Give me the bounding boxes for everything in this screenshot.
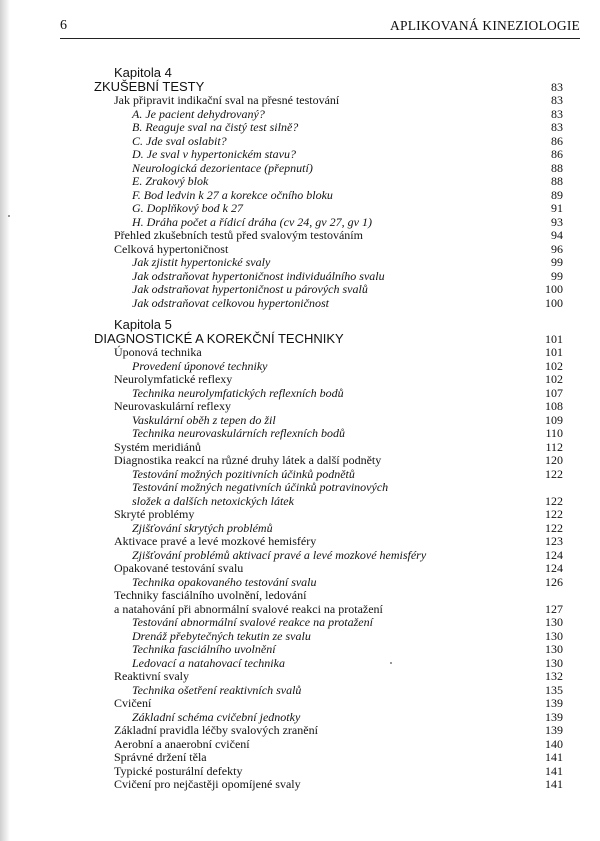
toc-list: [114, 346, 563, 792]
page-number: 6: [60, 18, 67, 33]
toc-entry-page: 139: [545, 709, 563, 724]
toc-entry-title: Neurologická dezorientace (přepnutí): [132, 160, 313, 175]
toc-entry[interactable]: [114, 387, 563, 401]
chapter-title[interactable]: [94, 332, 563, 346]
toc-entry-page: 96: [551, 241, 563, 256]
chapter-title-text: DIAGNOSTICKÉ A KOREKČNÍ TECHNIKY: [94, 331, 344, 346]
toc-entry[interactable]: [114, 535, 563, 549]
toc-entry-title: Technika ošetření reaktivních svalů: [132, 682, 302, 697]
toc-entry-page: 101: [545, 345, 563, 359]
toc-entry-title: D. Je sval v hypertonickém stavu?: [132, 147, 296, 161]
toc-entry-title: Základní schéma cvičební jednotky: [132, 709, 301, 724]
toc-entry-title: A. Je pacient dehydrovaný?: [132, 106, 265, 121]
toc-entry-title: Technika neurovaskulárních reflexních bodů: [132, 426, 345, 440]
toc-entry[interactable]: [114, 508, 563, 522]
toc-entry-title: Aktivace pravé a levé mozkové hemisféry: [114, 534, 317, 548]
toc-entry-title: E. Zrakový blok: [132, 174, 209, 188]
toc-entry-page: 102: [545, 358, 563, 373]
page-edge-shadow: [0, 0, 10, 841]
toc-entry-title: Testování možných pozitivních účinků podnětů: [132, 466, 355, 481]
toc-entry-page: 141: [545, 777, 563, 791]
toc-entry-page: 139: [545, 723, 563, 737]
toc-entry[interactable]: [114, 751, 563, 765]
toc-entry[interactable]: [114, 427, 563, 441]
toc-entry-title: G. Doplňkový bod k 27: [132, 201, 243, 215]
toc-entry-title: Diagnostika reakcí na různé druhy látek a další podněty: [114, 453, 382, 467]
toc-entry-page: 99: [551, 255, 563, 269]
toc-entry-page: 110: [545, 426, 563, 440]
toc-entry-title: Zjišťování problémů aktivací pravé a levé mozkové hemisféry: [132, 547, 427, 562]
toc-entry-page: 130: [545, 615, 563, 629]
toc-entry[interactable]: [114, 346, 563, 360]
toc-entry-title: Úponová technika: [114, 345, 202, 359]
toc-entry[interactable]: [114, 549, 563, 563]
toc-entry-title: Skryté problémy: [114, 507, 195, 521]
toc-entry[interactable]: [114, 148, 563, 162]
toc-entry-title: Ledovací a natahovací technika: [132, 655, 285, 670]
toc-entry-page: 130: [545, 655, 563, 670]
toc-entry[interactable]: [114, 576, 563, 590]
chapter-4-section: [94, 65, 563, 310]
toc-entry-title: Technika neurolymfatických reflexních bodů: [132, 385, 344, 400]
toc-entry[interactable]: [114, 630, 563, 644]
toc-entry-page: 123: [545, 534, 563, 548]
toc-entry-title: Celková hypertoničnost: [114, 241, 229, 256]
scan-speck: [390, 662, 392, 664]
toc-entry-page: 122: [545, 507, 563, 521]
toc-entry-title: Jak odstraňovat hypertoničnost individuálního svalu: [132, 268, 385, 283]
toc-entry-page: 100: [545, 282, 563, 296]
toc-entry-page: 141: [545, 750, 563, 764]
toc-entry-page: 124: [545, 561, 563, 575]
toc-entry-title: Aerobní a anaerobní cvičení: [114, 736, 250, 751]
toc-entry-page: 100: [545, 295, 563, 310]
toc-entry-page: 140: [545, 736, 563, 751]
toc-entry-page: 112: [545, 439, 563, 454]
toc-entry-title: Vaskulární oběh z tepen do žil: [132, 412, 276, 427]
toc-entry-page: 127: [545, 601, 563, 616]
toc-entry[interactable]: [114, 360, 563, 374]
toc-entry-page: 141: [545, 763, 563, 778]
toc-entry-page: 109: [545, 412, 563, 427]
toc-entry-title: F. Bod ledvin k 27 a korekce očního bloku: [132, 187, 333, 202]
toc-entry-title: B. Reaguje sval na čistý test silně?: [132, 120, 299, 134]
toc-entry[interactable]: [114, 657, 563, 671]
toc-entry[interactable]: [114, 684, 563, 698]
toc-entry[interactable]: [114, 175, 563, 189]
toc-entry[interactable]: [114, 454, 563, 468]
toc-entry-page: 88: [551, 160, 563, 175]
toc-entry[interactable]: [114, 670, 563, 684]
toc-entry-title: Techniky fasciálního uvolnění, ledování a natahování při abnormální svalové reakci na protažení: [114, 588, 383, 616]
toc-entry-title: Provedení úponové techniky: [132, 358, 268, 373]
toc-entry[interactable]: [114, 616, 563, 630]
chapter-title-page: 83: [551, 80, 563, 94]
toc-entry-title: H. Dráha počet a řídicí dráha (cv 24, gv 27, gv 1): [132, 214, 372, 229]
toc-entry[interactable]: [114, 162, 563, 176]
toc-entry-page: 107: [545, 385, 563, 400]
toc-entry-page: 132: [545, 669, 563, 683]
toc-entry-title: Cvičení pro nejčastěji opomíjené svaly: [114, 777, 301, 791]
toc-entry[interactable]: [114, 468, 563, 482]
toc-entry[interactable]: [114, 373, 563, 387]
toc-entry-page: 122: [545, 466, 563, 481]
chapter-label: Kapitola 4: [114, 65, 172, 80]
toc-entry-title: Typické posturální defekty: [114, 763, 243, 778]
toc-entry-title: Zjišťování skrytých problémů: [132, 520, 273, 535]
toc-entry-title: Správné držení těla: [114, 750, 207, 764]
chapter-title-text: ZKUŠEBNÍ TESTY: [94, 79, 205, 94]
toc-entry-title: Jak odstraňovat celkovou hypertoničnost: [132, 295, 329, 310]
toc-entry[interactable]: [114, 724, 563, 738]
toc-entry-title: Technika opakovaného testování svalu: [132, 574, 317, 589]
toc-entry-page: 83: [551, 93, 563, 107]
toc-entry[interactable]: [114, 283, 563, 297]
toc-entry[interactable]: [114, 778, 563, 792]
toc-entry[interactable]: [114, 441, 563, 455]
toc-list: [114, 94, 563, 310]
toc-entry[interactable]: [114, 121, 563, 135]
toc-entry-page: 120: [545, 453, 563, 467]
toc-entry[interactable]: [114, 270, 563, 284]
toc-entry-page: 86: [551, 133, 563, 148]
toc-entry-page: 99: [551, 268, 563, 283]
toc-entry-title: Neurolymfatické reflexy: [114, 372, 233, 386]
toc-entry[interactable]: [114, 589, 563, 616]
toc-entry-title: Základní pravidla léčby svalových zranění: [114, 723, 318, 737]
toc-entry-page: 122: [545, 520, 563, 535]
chapter-5-section: [94, 317, 563, 792]
toc-entry[interactable]: [114, 481, 563, 508]
toc-entry[interactable]: [114, 738, 563, 752]
toc-entry-title: Systém meridiánů: [114, 439, 201, 454]
toc-entry-title: Jak odstraňovat hypertoničnost u párových svalů: [132, 282, 368, 296]
toc-entry-title: Přehled zkušebních testů před svalovým testováním: [114, 228, 363, 242]
toc-entry[interactable]: [114, 562, 563, 576]
toc-entry-page: 108: [545, 399, 563, 413]
chapter-title-page: 101: [545, 332, 563, 346]
toc-entry-page: 139: [545, 696, 563, 710]
toc-entry-page: 93: [551, 214, 563, 229]
toc-entry-title: C. Jde sval oslabit?: [132, 133, 227, 148]
toc-entry-title: Neurovaskulární reflexy: [114, 399, 231, 413]
toc-entry[interactable]: [114, 297, 563, 311]
page-header: [60, 18, 580, 36]
toc-entry[interactable]: [114, 108, 563, 122]
toc-entry[interactable]: [114, 414, 563, 428]
toc-entry[interactable]: [114, 189, 563, 203]
toc-entry-page: 130: [545, 642, 563, 656]
toc-entry-title: Jak připravit indikační sval na přesné testování: [114, 93, 340, 107]
toc-entry-title: Testování možných negativních účinků potravinových složek a dalších netoxických látek: [132, 480, 389, 508]
toc-entry[interactable]: [114, 135, 563, 149]
toc-entry-title: Cvičení: [114, 696, 152, 710]
toc-entry-page: 122: [545, 493, 563, 508]
toc-entry[interactable]: [114, 94, 563, 108]
toc-entry[interactable]: [114, 697, 563, 711]
toc-entry[interactable]: [114, 256, 563, 270]
toc-entry-page: 124: [545, 547, 563, 562]
toc-entry-page: 89: [551, 187, 563, 202]
toc-entry-title: Opakované testování svalu: [114, 561, 244, 575]
toc-entry-page: 102: [545, 372, 563, 386]
toc-entry-page: 88: [551, 174, 563, 188]
toc-entry-title: Reaktivní svaly: [114, 669, 189, 683]
chapter-title[interactable]: [94, 80, 563, 94]
toc-entry[interactable]: [114, 202, 563, 216]
toc-entry[interactable]: [114, 229, 563, 243]
toc-entry-page: 83: [551, 106, 563, 121]
toc-entry-page: 130: [545, 628, 563, 643]
toc-entry[interactable]: [114, 243, 563, 257]
chapter-label: Kapitola 5: [114, 317, 172, 332]
toc-entry-page: 126: [545, 574, 563, 589]
toc-entry-title: Testování abnormální svalové reakce na protažení: [132, 615, 373, 629]
running-title: APLIKOVANÁ KINEZIOLOGIE: [390, 18, 580, 33]
toc-entry[interactable]: [114, 711, 563, 725]
toc-entry-title: Jak zjistit hypertonické svaly: [132, 255, 271, 269]
scan-speck: [8, 215, 10, 217]
toc-entry-page: 135: [545, 682, 563, 697]
toc-entry[interactable]: [114, 765, 563, 779]
toc-entry-page: 94: [551, 228, 563, 242]
toc-entry-title: Technika fasciálního uvolnění: [132, 642, 276, 656]
header-rule: [60, 38, 580, 39]
toc-entry[interactable]: [114, 643, 563, 657]
toc-entry-page: 83: [551, 120, 563, 134]
toc-entry-page: 86: [551, 147, 563, 161]
toc-entry-page: 91: [551, 201, 563, 215]
toc-entry[interactable]: [114, 216, 563, 230]
toc-entry-title: Drenáž přebytečných tekutin ze svalu: [132, 628, 311, 643]
toc-entry[interactable]: [114, 400, 563, 414]
toc-entry[interactable]: [114, 522, 563, 536]
